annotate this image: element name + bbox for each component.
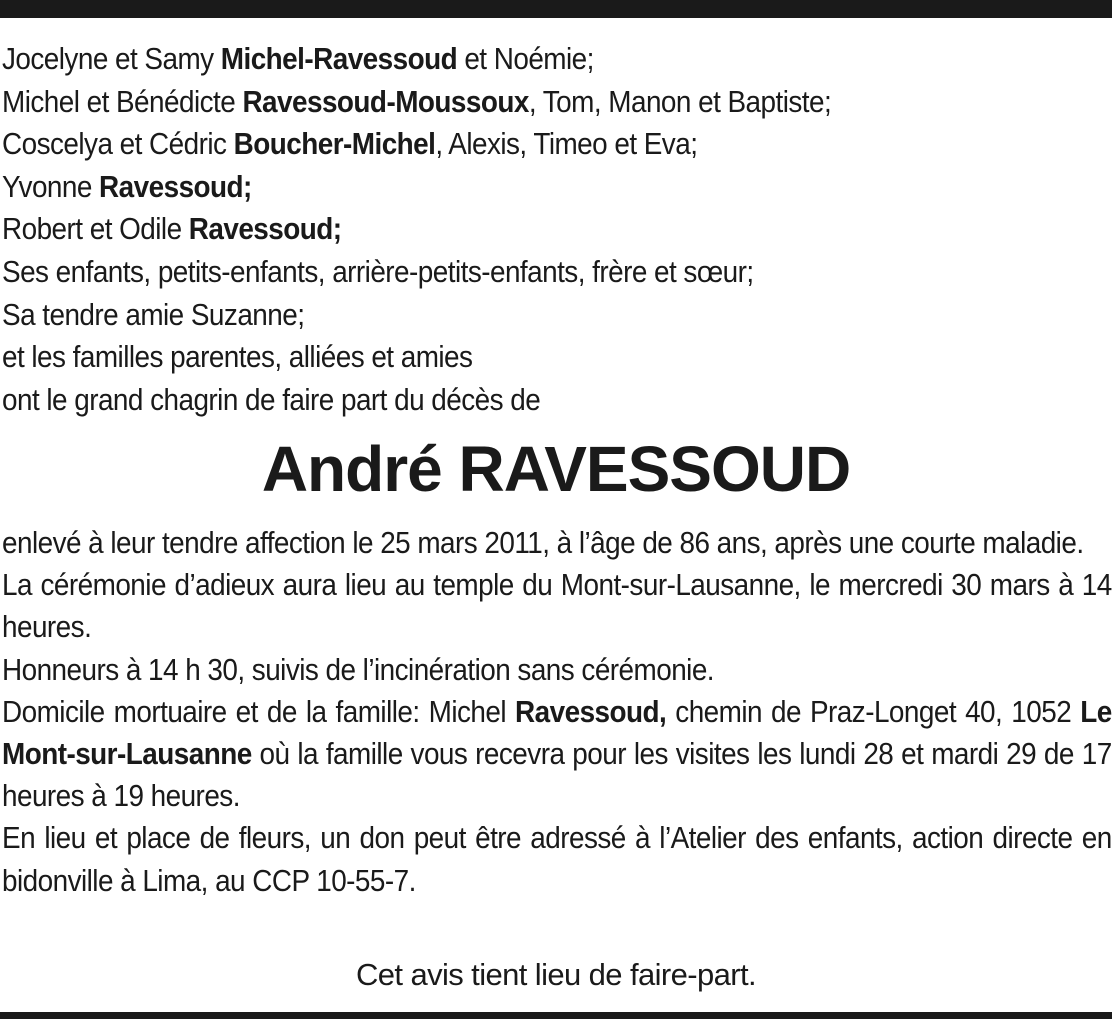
deceased-name: André RAVESSOUD	[261, 433, 851, 505]
family-line: Yvonne Ravessoud;	[2, 168, 252, 204]
closing-note: Cet avis tient lieu de faire-part.	[355, 957, 757, 992]
donation-paragraph: En lieu et place de fleurs, un don peut être adressé à l’Atelier des enfants, action directe en bidonville à Lima, au CCP 10-55-7.	[2, 820, 1112, 898]
family-line: Coscelya et Cédric Boucher-Michel, Alexis, Timeo et Eva;	[2, 126, 698, 162]
family-announcement	[2, 38, 999, 421]
bottom-border-rule	[0, 1012, 1112, 1019]
honours-paragraph: Honneurs à 14 h 30, suivis de l’incinération sans cérémonie.	[2, 651, 715, 687]
obituary-body	[2, 522, 1112, 902]
family-line: Robert et Odile Ravessoud;	[2, 211, 342, 247]
family-line: Ses enfants, petits-enfants, arrière-petits-enfants, frère et sœur;	[2, 253, 754, 289]
family-line: Jocelyne et Samy Michel-Ravessoud et Noémie;	[2, 41, 594, 76]
top-border-rule	[0, 0, 1112, 18]
family-line: Michel et Bénédicte Ravessoud-Moussoux, Tom, Manon et Baptiste;	[2, 83, 832, 119]
family-line: Sa tendre amie Suzanne;	[2, 296, 305, 332]
domicile-paragraph: Domicile mortuaire et de la famille: Michel Ravessoud, chemin de Praz-Longet 40, 1052 Le Mont-sur-Lausanne où la famille vous recevra pour les visites les lundi 28 et mardi 29 de 17 heures à 19 heures.	[2, 693, 1112, 814]
family-line: et les familles parentes, alliées et amies	[2, 339, 473, 375]
death-notice-paragraph: enlevé à leur tendre affection le 25 mars 2011, à l’âge de 86 ans, après une courte maladie.	[2, 525, 1084, 560]
family-line: ont le grand chagrin de faire part du décès de	[2, 381, 541, 417]
ceremony-paragraph: La cérémonie d’adieux aura lieu au temple du Mont-sur-Lausanne, le mercredi 30 mars à 14 heures.	[2, 567, 1112, 645]
